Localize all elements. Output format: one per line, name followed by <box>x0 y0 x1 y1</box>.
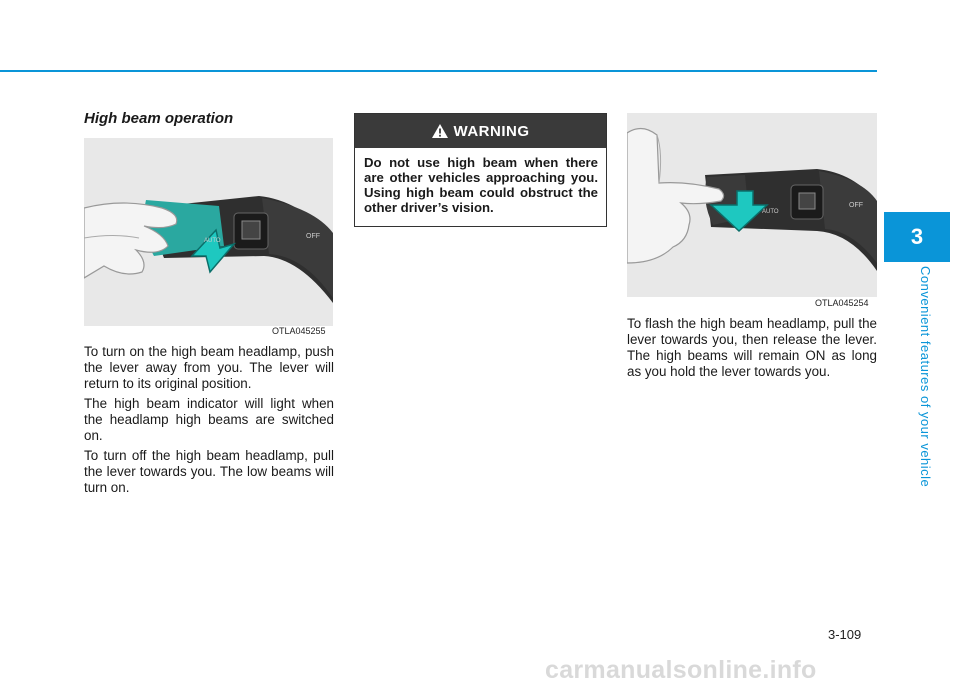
warning-text: Do not use high beam when there are other vehicles approaching you. Using high beam could obstruct the other driver’s vision. <box>364 155 598 215</box>
chapter-title-text: Convenient features of your vehicle <box>918 266 933 488</box>
image-code-right: OTLA045254 <box>815 298 869 308</box>
chapter-tab <box>884 212 950 262</box>
warning-triangle-icon <box>432 124 448 138</box>
chapter-title <box>917 266 937 496</box>
warning-title: WARNING <box>453 122 530 140</box>
illustration-flash-lever <box>627 113 877 297</box>
section-heading: High beam operation <box>84 110 234 127</box>
chapter-number: 3 <box>910 224 924 249</box>
svg-text:OFF: OFF <box>306 233 320 240</box>
paragraph-3: To turn off the high beam headlamp, pull the lever towards you. The low beams will turn on. <box>84 448 334 495</box>
warning-header <box>355 114 606 148</box>
paragraph-right: To flash the high beam headlamp, pull the lever towards you, then release the lever. The high beams will remain ON as long as you hold the lever towards you. <box>627 316 877 379</box>
paragraph-2: The high beam indicator will light when the headlamp high beams are switched on. <box>84 396 334 443</box>
svg-text:OFF: OFF <box>849 202 863 209</box>
paragraph-1: To turn on the high beam headlamp, push the lever away from you. The lever will return to its original position. <box>84 344 334 391</box>
svg-text:AUTO: AUTO <box>762 209 779 215</box>
warning-box <box>354 113 607 227</box>
watermark: carmanualsonline.info <box>545 656 817 684</box>
illustration-push-lever <box>84 138 333 326</box>
page-number: 3-109 <box>828 627 862 642</box>
header-rule <box>0 70 877 72</box>
image-code-left: OTLA045255 <box>272 326 326 336</box>
svg-text:AUTO: AUTO <box>204 238 221 244</box>
